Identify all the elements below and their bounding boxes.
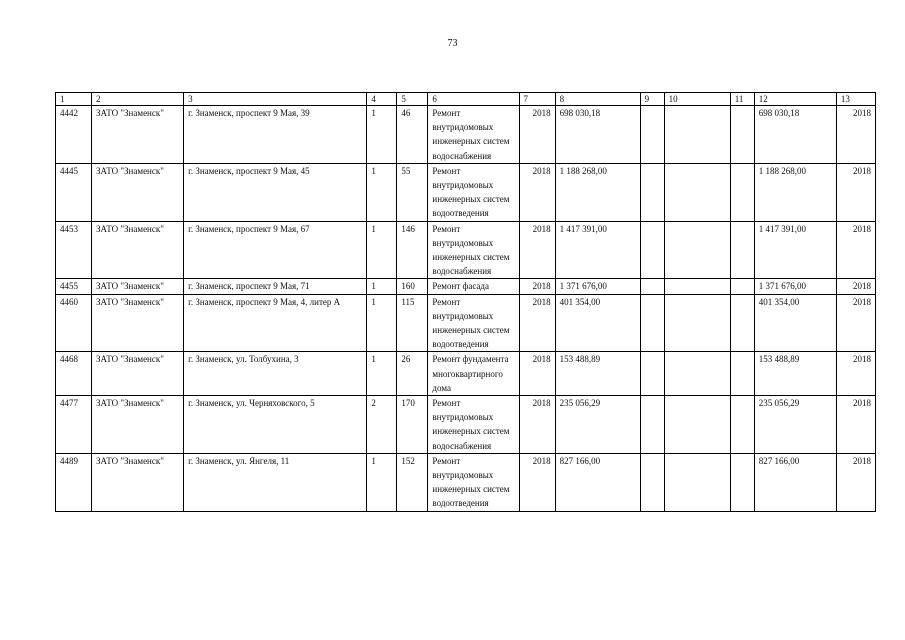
cell-col-year: 2018 xyxy=(519,106,555,164)
cell-col-9 xyxy=(640,221,664,279)
cell-col-4: 1 xyxy=(367,163,397,221)
cell-col-id: 4445 xyxy=(56,163,92,221)
cell-col-5: 46 xyxy=(397,106,428,164)
cell-col-total: 1 371 676,00 xyxy=(754,279,836,294)
cell-col-work-type: Ремонт внутридомовых инженерных систем водоснабжения xyxy=(428,221,519,279)
cell-col-9 xyxy=(640,294,664,352)
cell-col-year-end: 2018 xyxy=(836,396,875,454)
table-row xyxy=(56,221,876,279)
cell-col-total: 827 166,00 xyxy=(754,453,836,511)
cell-col-year-end: 2018 xyxy=(836,352,875,396)
cell-col-4: 1 xyxy=(367,294,397,352)
cell-col-4: 1 xyxy=(367,279,397,294)
cell-col-address: г. Знаменск, ул. Толбухина, 3 xyxy=(184,352,367,396)
cell-col-11 xyxy=(730,396,754,454)
header-col-year: 7 xyxy=(519,93,555,106)
header-col-id: 1 xyxy=(56,93,92,106)
cell-col-address: г. Знаменск, проспект 9 Мая, 39 xyxy=(184,106,367,164)
registry-table xyxy=(55,92,876,512)
cell-col-year-end: 2018 xyxy=(836,453,875,511)
cell-col-cost: 827 166,00 xyxy=(555,453,640,511)
cell-col-year: 2018 xyxy=(519,453,555,511)
table-row xyxy=(56,396,876,454)
cell-col-work-type: Ремонт внутридомовых инженерных систем водоснабжения xyxy=(428,106,519,164)
table-row xyxy=(56,352,876,396)
cell-col-11 xyxy=(730,221,754,279)
table-row xyxy=(56,106,876,164)
cell-col-municipality: ЗАТО "Знаменск" xyxy=(92,352,184,396)
cell-col-id: 4442 xyxy=(56,106,92,164)
cell-col-municipality: ЗАТО "Знаменск" xyxy=(92,453,184,511)
cell-col-address: г. Знаменск, проспект 9 Мая, 45 xyxy=(184,163,367,221)
cell-col-4: 1 xyxy=(367,453,397,511)
cell-col-11 xyxy=(730,453,754,511)
cell-col-id: 4460 xyxy=(56,294,92,352)
table-row xyxy=(56,453,876,511)
cell-col-11 xyxy=(730,294,754,352)
cell-col-11 xyxy=(730,352,754,396)
cell-col-9 xyxy=(640,106,664,164)
cell-col-9 xyxy=(640,453,664,511)
header-col-total: 12 xyxy=(754,93,836,106)
cell-col-10 xyxy=(664,221,730,279)
header-col-year-end: 13 xyxy=(836,93,875,106)
cell-col-work-type: Ремонт внутридомовых инженерных систем водоотведения xyxy=(428,453,519,511)
cell-col-total: 698 030,18 xyxy=(754,106,836,164)
table-header-row xyxy=(56,93,876,106)
cell-col-address: г. Знаменск, проспект 9 Мая, 71 xyxy=(184,279,367,294)
cell-col-year-end: 2018 xyxy=(836,294,875,352)
cell-col-total: 235 056,29 xyxy=(754,396,836,454)
cell-col-year-end: 2018 xyxy=(836,279,875,294)
cell-col-id: 4455 xyxy=(56,279,92,294)
cell-col-5: 152 xyxy=(397,453,428,511)
cell-col-5: 160 xyxy=(397,279,428,294)
page-number: 73 xyxy=(447,38,458,49)
cell-col-year: 2018 xyxy=(519,279,555,294)
cell-col-municipality: ЗАТО "Знаменск" xyxy=(92,396,184,454)
cell-col-year: 2018 xyxy=(519,352,555,396)
cell-col-year: 2018 xyxy=(519,396,555,454)
cell-col-cost: 698 030,18 xyxy=(555,106,640,164)
cell-col-9 xyxy=(640,279,664,294)
cell-col-municipality: ЗАТО "Знаменск" xyxy=(92,294,184,352)
cell-col-cost: 153 488,89 xyxy=(555,352,640,396)
cell-col-5: 55 xyxy=(397,163,428,221)
cell-col-10 xyxy=(664,163,730,221)
cell-col-id: 4477 xyxy=(56,396,92,454)
cell-col-address: г. Знаменск, проспект 9 Мая, 4, литер А xyxy=(184,294,367,352)
header-col-work-type: 6 xyxy=(428,93,519,106)
cell-col-year: 2018 xyxy=(519,294,555,352)
header-col-address: 3 xyxy=(184,93,367,106)
cell-col-id: 4489 xyxy=(56,453,92,511)
cell-col-work-type: Ремонт внутридомовых инженерных систем водоотведения xyxy=(428,163,519,221)
header-col-10: 10 xyxy=(664,93,730,106)
cell-col-id: 4468 xyxy=(56,352,92,396)
cell-col-work-type: Ремонт внутридомовых инженерных систем водоотведения xyxy=(428,294,519,352)
cell-col-11 xyxy=(730,106,754,164)
cell-col-municipality: ЗАТО "Знаменск" xyxy=(92,106,184,164)
cell-col-5: 170 xyxy=(397,396,428,454)
header-col-municipality: 2 xyxy=(92,93,184,106)
cell-col-year: 2018 xyxy=(519,163,555,221)
cell-col-id: 4453 xyxy=(56,221,92,279)
cell-col-municipality: ЗАТО "Знаменск" xyxy=(92,279,184,294)
cell-col-work-type: Ремонт внутридомовых инженерных систем водоснабжения xyxy=(428,396,519,454)
cell-col-cost: 1 188 268,00 xyxy=(555,163,640,221)
cell-col-4: 1 xyxy=(367,106,397,164)
cell-col-9 xyxy=(640,396,664,454)
table-row xyxy=(56,163,876,221)
cell-col-year-end: 2018 xyxy=(836,106,875,164)
cell-col-cost: 1 417 391,00 xyxy=(555,221,640,279)
cell-col-9 xyxy=(640,352,664,396)
cell-col-10 xyxy=(664,106,730,164)
cell-col-year: 2018 xyxy=(519,221,555,279)
cell-col-4: 2 xyxy=(367,396,397,454)
cell-col-total: 1 188 268,00 xyxy=(754,163,836,221)
cell-col-11 xyxy=(730,163,754,221)
cell-col-total: 1 417 391,00 xyxy=(754,221,836,279)
header-col-5: 5 xyxy=(397,93,428,106)
cell-col-9 xyxy=(640,163,664,221)
cell-col-work-type: Ремонт фасада xyxy=(428,279,519,294)
cell-col-work-type: Ремонт фундамента многоквартирного дома xyxy=(428,352,519,396)
cell-col-total: 153 488,89 xyxy=(754,352,836,396)
cell-col-municipality: ЗАТО "Знаменск" xyxy=(92,221,184,279)
cell-col-cost: 401 354,00 xyxy=(555,294,640,352)
cell-col-total: 401 354,00 xyxy=(754,294,836,352)
cell-col-10 xyxy=(664,294,730,352)
table-row xyxy=(56,294,876,352)
header-col-cost: 8 xyxy=(555,93,640,106)
cell-col-5: 146 xyxy=(397,221,428,279)
table-row xyxy=(56,279,876,294)
header-col-9: 9 xyxy=(640,93,664,106)
cell-col-10 xyxy=(664,352,730,396)
cell-col-5: 26 xyxy=(397,352,428,396)
cell-col-5: 115 xyxy=(397,294,428,352)
header-col-11: 11 xyxy=(730,93,754,106)
cell-col-address: г. Знаменск, ул. Черняховского, 5 xyxy=(184,396,367,454)
cell-col-cost: 1 371 676,00 xyxy=(555,279,640,294)
cell-col-year-end: 2018 xyxy=(836,221,875,279)
cell-col-11 xyxy=(730,279,754,294)
cell-col-4: 1 xyxy=(367,352,397,396)
cell-col-year-end: 2018 xyxy=(836,163,875,221)
cell-col-address: г. Знаменск, проспект 9 Мая, 67 xyxy=(184,221,367,279)
cell-col-cost: 235 056,29 xyxy=(555,396,640,454)
cell-col-municipality: ЗАТО "Знаменск" xyxy=(92,163,184,221)
cell-col-10 xyxy=(664,396,730,454)
cell-col-4: 1 xyxy=(367,221,397,279)
cell-col-10 xyxy=(664,453,730,511)
header-col-4: 4 xyxy=(367,93,397,106)
cell-col-address: г. Знаменск, ул. Янгеля, 11 xyxy=(184,453,367,511)
cell-col-10 xyxy=(664,279,730,294)
